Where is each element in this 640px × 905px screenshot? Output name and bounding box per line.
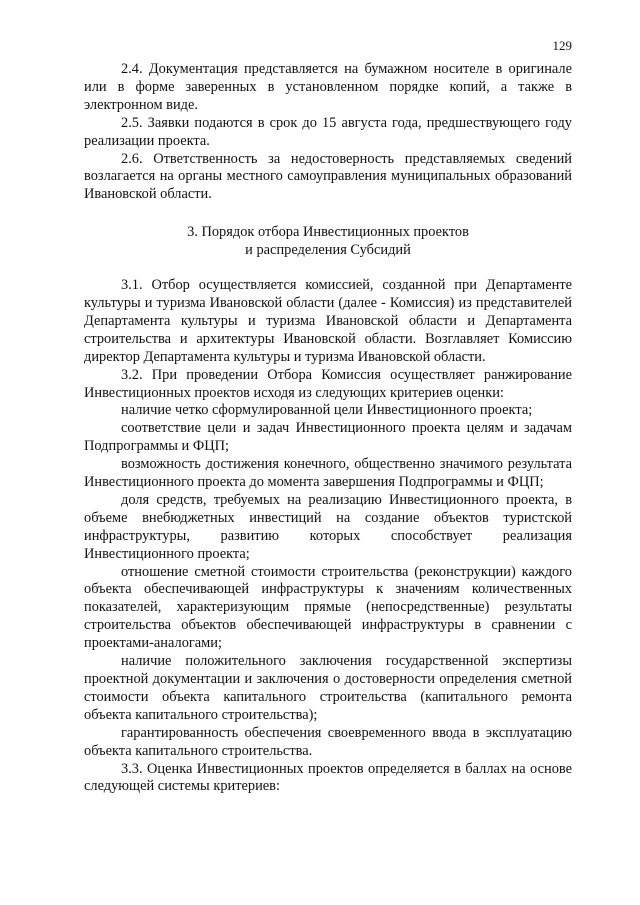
paragraph-3-2: 3.2. При проведении Отбора Комиссия осуществляет ранжирование Инвестиционных проектов исходя из следующих критериев оценки:: [84, 366, 572, 401]
section-heading-line-2: и распределения Субсидий: [245, 242, 411, 259]
paragraph-3-3: 3.3. Оценка Инвестиционных проектов определяется в баллах на основе следующей системы критериев:: [84, 760, 572, 795]
criterion-item: возможность достижения конечного, общественно значимого результата Инвестиционного проекта до момента завершения Подпрограммы и ФЦП;: [84, 456, 572, 491]
paragraph-2-4: 2.4. Документация представляется на бумажном носителе в оригинале или в форме заверенных в установленном порядке копий, а также в электронном виде.: [84, 61, 572, 113]
criterion-item: наличие четко сформулированной цели Инвестиционного проекта;: [121, 402, 533, 419]
page-number: 129: [552, 38, 572, 53]
section-3-heading: [84, 224, 572, 260]
section-heading-line-1: 3. Порядок отбора Инвестиционных проектов: [187, 224, 469, 241]
document-body: [84, 61, 572, 796]
paragraph-3-1: 3.1. Отбор осуществляется комиссией, созданной при Департаменте культуры и туризма Ивановской области (далее - Комиссия) из представителей Департамента культуры и туризма Ивановской области и Департамента строительства и архитектуры Ивановской области. Возглавляет Комиссию директор Департамента культуры и туризма Ивановской области.: [84, 277, 572, 365]
criterion-item: отношение сметной стоимости строительства (реконструкции) каждого объекта обеспечивающей инфраструктуры к значениям количественных показателей, характеризующим прямые (непосредственные) результаты строительства объектов обеспечивающей инфраструктуры в сравнении с проектами-аналогами;: [84, 563, 572, 652]
paragraph-2-6: 2.6. Ответственность за недостоверность представляемых сведений возлагается на органы местного самоуправления муниципальных образований Ивановской области.: [84, 150, 572, 203]
criterion-item: гарантированность обеспечения своевременного ввода в эксплуатацию объекта капитального строительства.: [84, 724, 572, 759]
paragraph-2-5: 2.5. Заявки подаются в срок до 15 августа года, предшествующего году реализации проекта.: [84, 114, 572, 149]
criterion-item: наличие положительного заключения государственной экспертизы проектной документации и заключения о достоверности определения сметной стоимости объекта капитального строительства (капитального ремонта объекта капитального строительства);: [84, 653, 572, 723]
criterion-item: доля средств, требуемых на реализацию Инвестиционного проекта, в объеме внебюджетных инвестиций на создание объектов туристской инфраструктуры, развитию которых способствует реализация Инвестиционного проекта;: [84, 491, 572, 562]
criterion-item: соответствие цели и задач Инвестиционного проекта целям и задачам Подпрограммы и ФЦП;: [84, 420, 572, 455]
